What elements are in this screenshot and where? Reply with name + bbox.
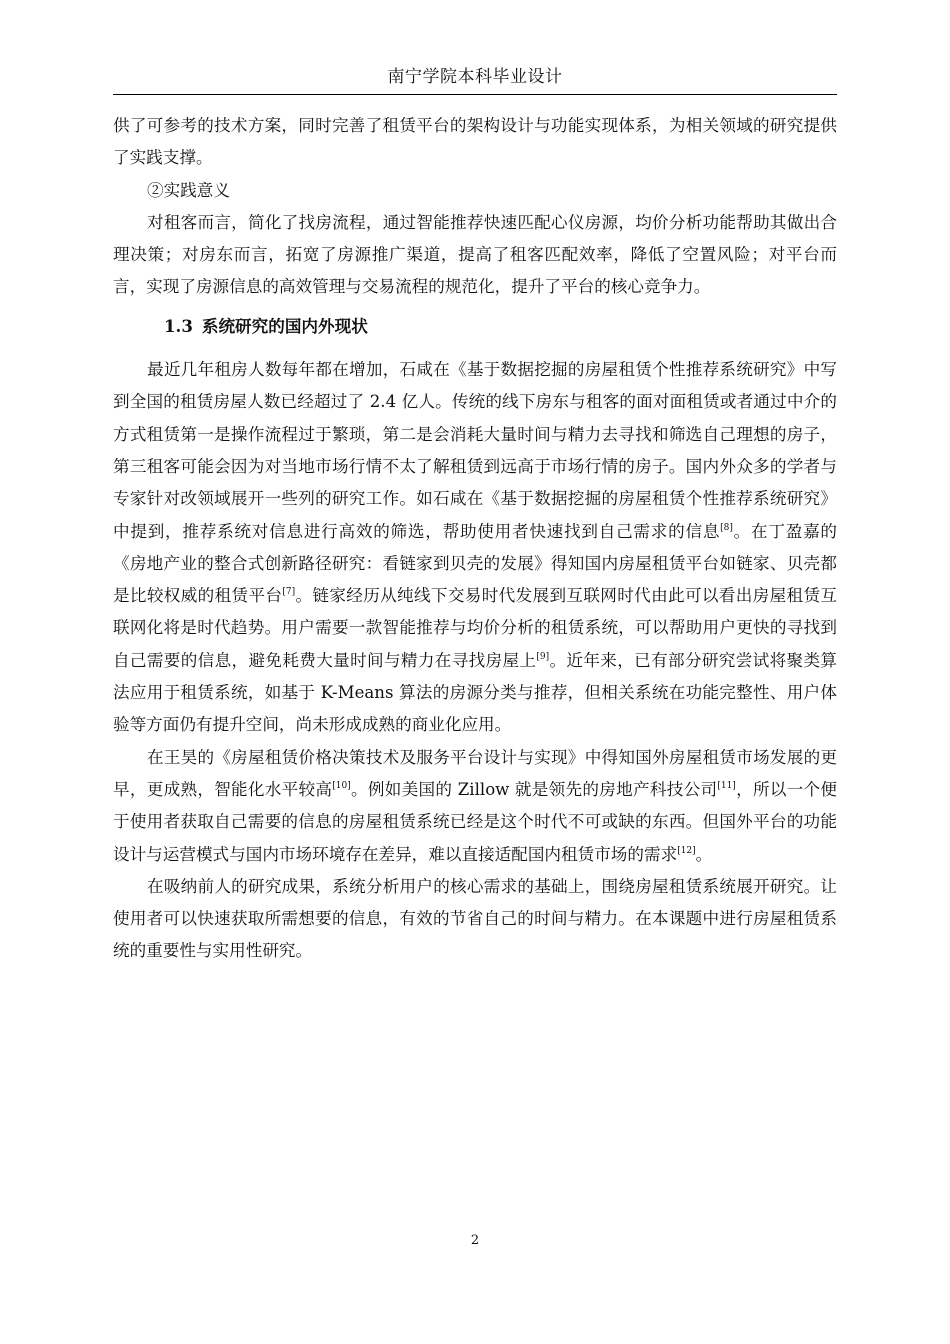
page-number: 2 [470,1233,480,1248]
section-title: 系统研究的国内外现状 [201,315,368,336]
paragraph-summary: 在吸纳前人的研究成果，系统分析用户的核心需求的基础上，围绕房屋租赁系统展开研究。让使用者可以快速获取所需想要的信息，有效的节省自己的时间与精力。在本课题中进行房屋租赁系统的重要性与实用性研究。 [113,876,837,961]
text-segment: ，所以一个便于使用者获取自己需要的信息的房屋租赁系统已经是这个时代不可或缺的东西。但国外平台的功能设计与运营模式与国内市场环境存在差异，难以直接适配国内租赁市场的需求 [113,779,838,864]
text-segment: 在王昊的《房屋租赁价格决策技术及服务平台设计与实现》中得知国外房屋租赁市场发展的更早，更成熟，智能化水平较高 [113,747,837,799]
subheading-practical-significance: ②实践意义 [147,180,230,200]
paragraph-practical-significance: 对租客而言，简化了找房流程，通过智能推荐快速匹配心仪房源，均价分析功能帮助其做出合理决策；对房东而言，拓宽了房源推广渠道，提高了租客匹配效率，降低了空置风险；对平台而言，实现了房源信息的高效管理与交易流程的规范化，提升了平台的核心竞争力。 [113,212,837,297]
page-header [113,62,837,95]
section-heading [113,310,837,342]
citation-ref: [12] [677,845,696,856]
text-segment: 。例如美国的 Zillow 就是领先的房地产科技公司 [350,779,718,799]
page-footer [0,1233,950,1248]
paragraph-continuation: 供了可参考的技术方案，同时完善了租赁平台的架构设计与功能实现体系，为相关领域的研究提供了实践支撑。 [113,116,837,168]
text-segment: 最近几年租房人数每年都在增加，石咸在《基于数据挖掘的房屋租赁个性推荐系统研究》中写到全国的租赁房屋人数已经超过了 2.4 亿人。传统的线下房东与租客的面对面租赁或者通过中介的方式租赁第一是操作流程过于繁琐，第二是会消耗大量时间与精力去寻找和筛选自己理想的房子，第三租客可能会因为对当地市场行情不太了解租赁到远高于市场行情的房子。国内外众多的学者与专家针对改领域展开一些列的研究工作。如石咸在《基于数据挖掘的房屋租赁个性推荐系统研究》中提到，推荐系统对信息进行高效的筛选，帮助使用者快速找到自己需求的信息 [113,360,837,541]
text-segment: 。近年来，已有部分研究尝试将聚类算法应用于租赁系统，如基于 K-Means 算法的房源分类与推荐，但相关系统在功能完整性、用户体验等方面仍有提升空间，尚未形成成熟的商业化应用。 [113,650,838,735]
paragraph-domestic-status [113,354,837,742]
text-segment: 。 [695,844,713,864]
citation-ref: [11] [717,780,736,791]
text-segment: 。链家经历从纯线下交易时代发展到互联网时代由此可以看出房屋租赁互联网化将是时代趋势。用户需要一款智能推荐与均价分析的租赁系统，可以帮助用户更快的寻找到自己需要的信息，避免耗费大量时间与精力在寻找房屋上 [113,586,838,670]
citation-ref: [9] [536,651,550,662]
header-title: 南宁学院本科毕业设计 [387,67,563,87]
page-body [113,110,837,968]
section-number: 1.3 [164,315,193,336]
citation-ref: [8] [720,522,733,533]
paragraph-foreign-status [113,742,837,871]
citation-ref: [7] [282,587,296,598]
text-segment: 。在丁盈嘉的《房地产业的整合式创新路径研究：看链家到贝壳的发展》得知国内房屋租赁平台如链家、贝壳都是比较权威的租赁平台 [113,521,838,606]
citation-ref: [10] [332,780,351,791]
